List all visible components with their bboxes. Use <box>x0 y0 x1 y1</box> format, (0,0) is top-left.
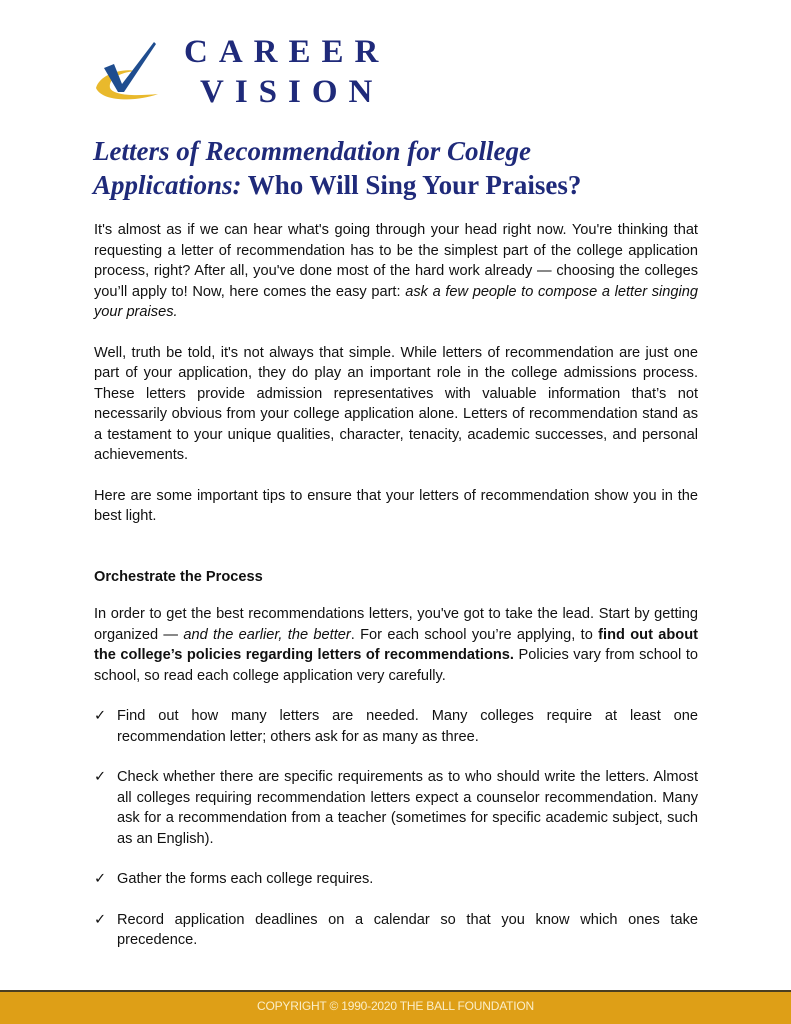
document-body <box>94 220 698 971</box>
page-title <box>93 134 713 202</box>
checklist <box>94 706 698 951</box>
intro-paragraph <box>94 220 698 323</box>
checkmark-icon: ✓ <box>94 708 107 724</box>
checklist-text: Check whether there are specific requirements as to who should write the letters. Almost all colleges requiring recommendation letters expect a counselor recommendation. Many ask for a recommendation from a teacher (sometimes for specific academic subject, such as an English). <box>117 769 698 847</box>
copyright-text: COPYRIGHT © 1990-2020 THE BALL FOUNDATION <box>257 999 534 1013</box>
title-italic-line-1: Letters of Recommendation for College <box>93 136 531 166</box>
section-intro-b: . For each school you’re applying, to <box>350 626 599 643</box>
checkmark-swoosh-icon <box>92 38 162 102</box>
paragraph-2: Well, truth be told, it's not always that simple. While letters of recommendation are just one part of your application, they do play an important role in the college admissions process. These letters provide admission representatives with valuable information that’s not necessarily obvious from your college application alone. Letters of recommendation stand as a testament to your unique qualities, character, tenacity, academic successes, and personal achievements. <box>94 344 698 463</box>
checklist-text: Record application deadlines on a calendar so that you know which ones take precedence. <box>117 911 698 948</box>
checkmark-icon: ✓ <box>94 911 107 928</box>
section-intro-italic: and the earlier, the better <box>183 626 351 643</box>
section-intro-a: In order to get the best recommendations letters, you've got to take the lead. Start by getting organized — <box>94 606 698 643</box>
title-regular: Who Will Sing Your Praises? <box>241 170 582 200</box>
section-heading: Orchestrate the Process <box>94 568 263 585</box>
intro-italic: ask a few people to compose a letter singing your praises <box>94 283 698 320</box>
checklist-text: Gather the forms each college requires. <box>117 871 374 887</box>
career-vision-logo <box>92 32 392 110</box>
section-intro <box>94 604 698 686</box>
title-italic-line-2: Applications: <box>93 170 242 200</box>
intro-end: . <box>173 304 178 320</box>
section-intro-bold: find out about the college’s policies regarding letters of recommendations. <box>94 626 698 663</box>
section-intro-c: Policies vary from school to school, so read each college application very carefully. <box>94 647 698 684</box>
logo-line-1: CAREER <box>184 34 390 70</box>
footer <box>0 992 791 1024</box>
checkmark-icon: ✓ <box>94 871 107 887</box>
checkmark-icon: ✓ <box>94 769 107 785</box>
intro-text: It's almost as if we can hear what's going through your head right now. You're thinking that requesting a letter of recommendation has to be the simplest part of the college application process, right? After all, you've done most of the hard work already — choosing the colleges you’ll apply to! Now, here comes the easy part: <box>94 222 698 300</box>
logo-line-2: VISION <box>200 74 384 110</box>
checklist-text: Find out how many letters are needed. Many colleges require at least one recommendation letter; others ask for as many as three. <box>117 708 698 745</box>
checklist-item <box>94 910 698 951</box>
paragraph-3: Here are some important tips to ensure that your letters of recommendation show you in the best light. <box>94 487 698 524</box>
checklist-item <box>94 869 698 890</box>
checklist-item <box>94 767 698 849</box>
checklist-item <box>94 706 698 747</box>
